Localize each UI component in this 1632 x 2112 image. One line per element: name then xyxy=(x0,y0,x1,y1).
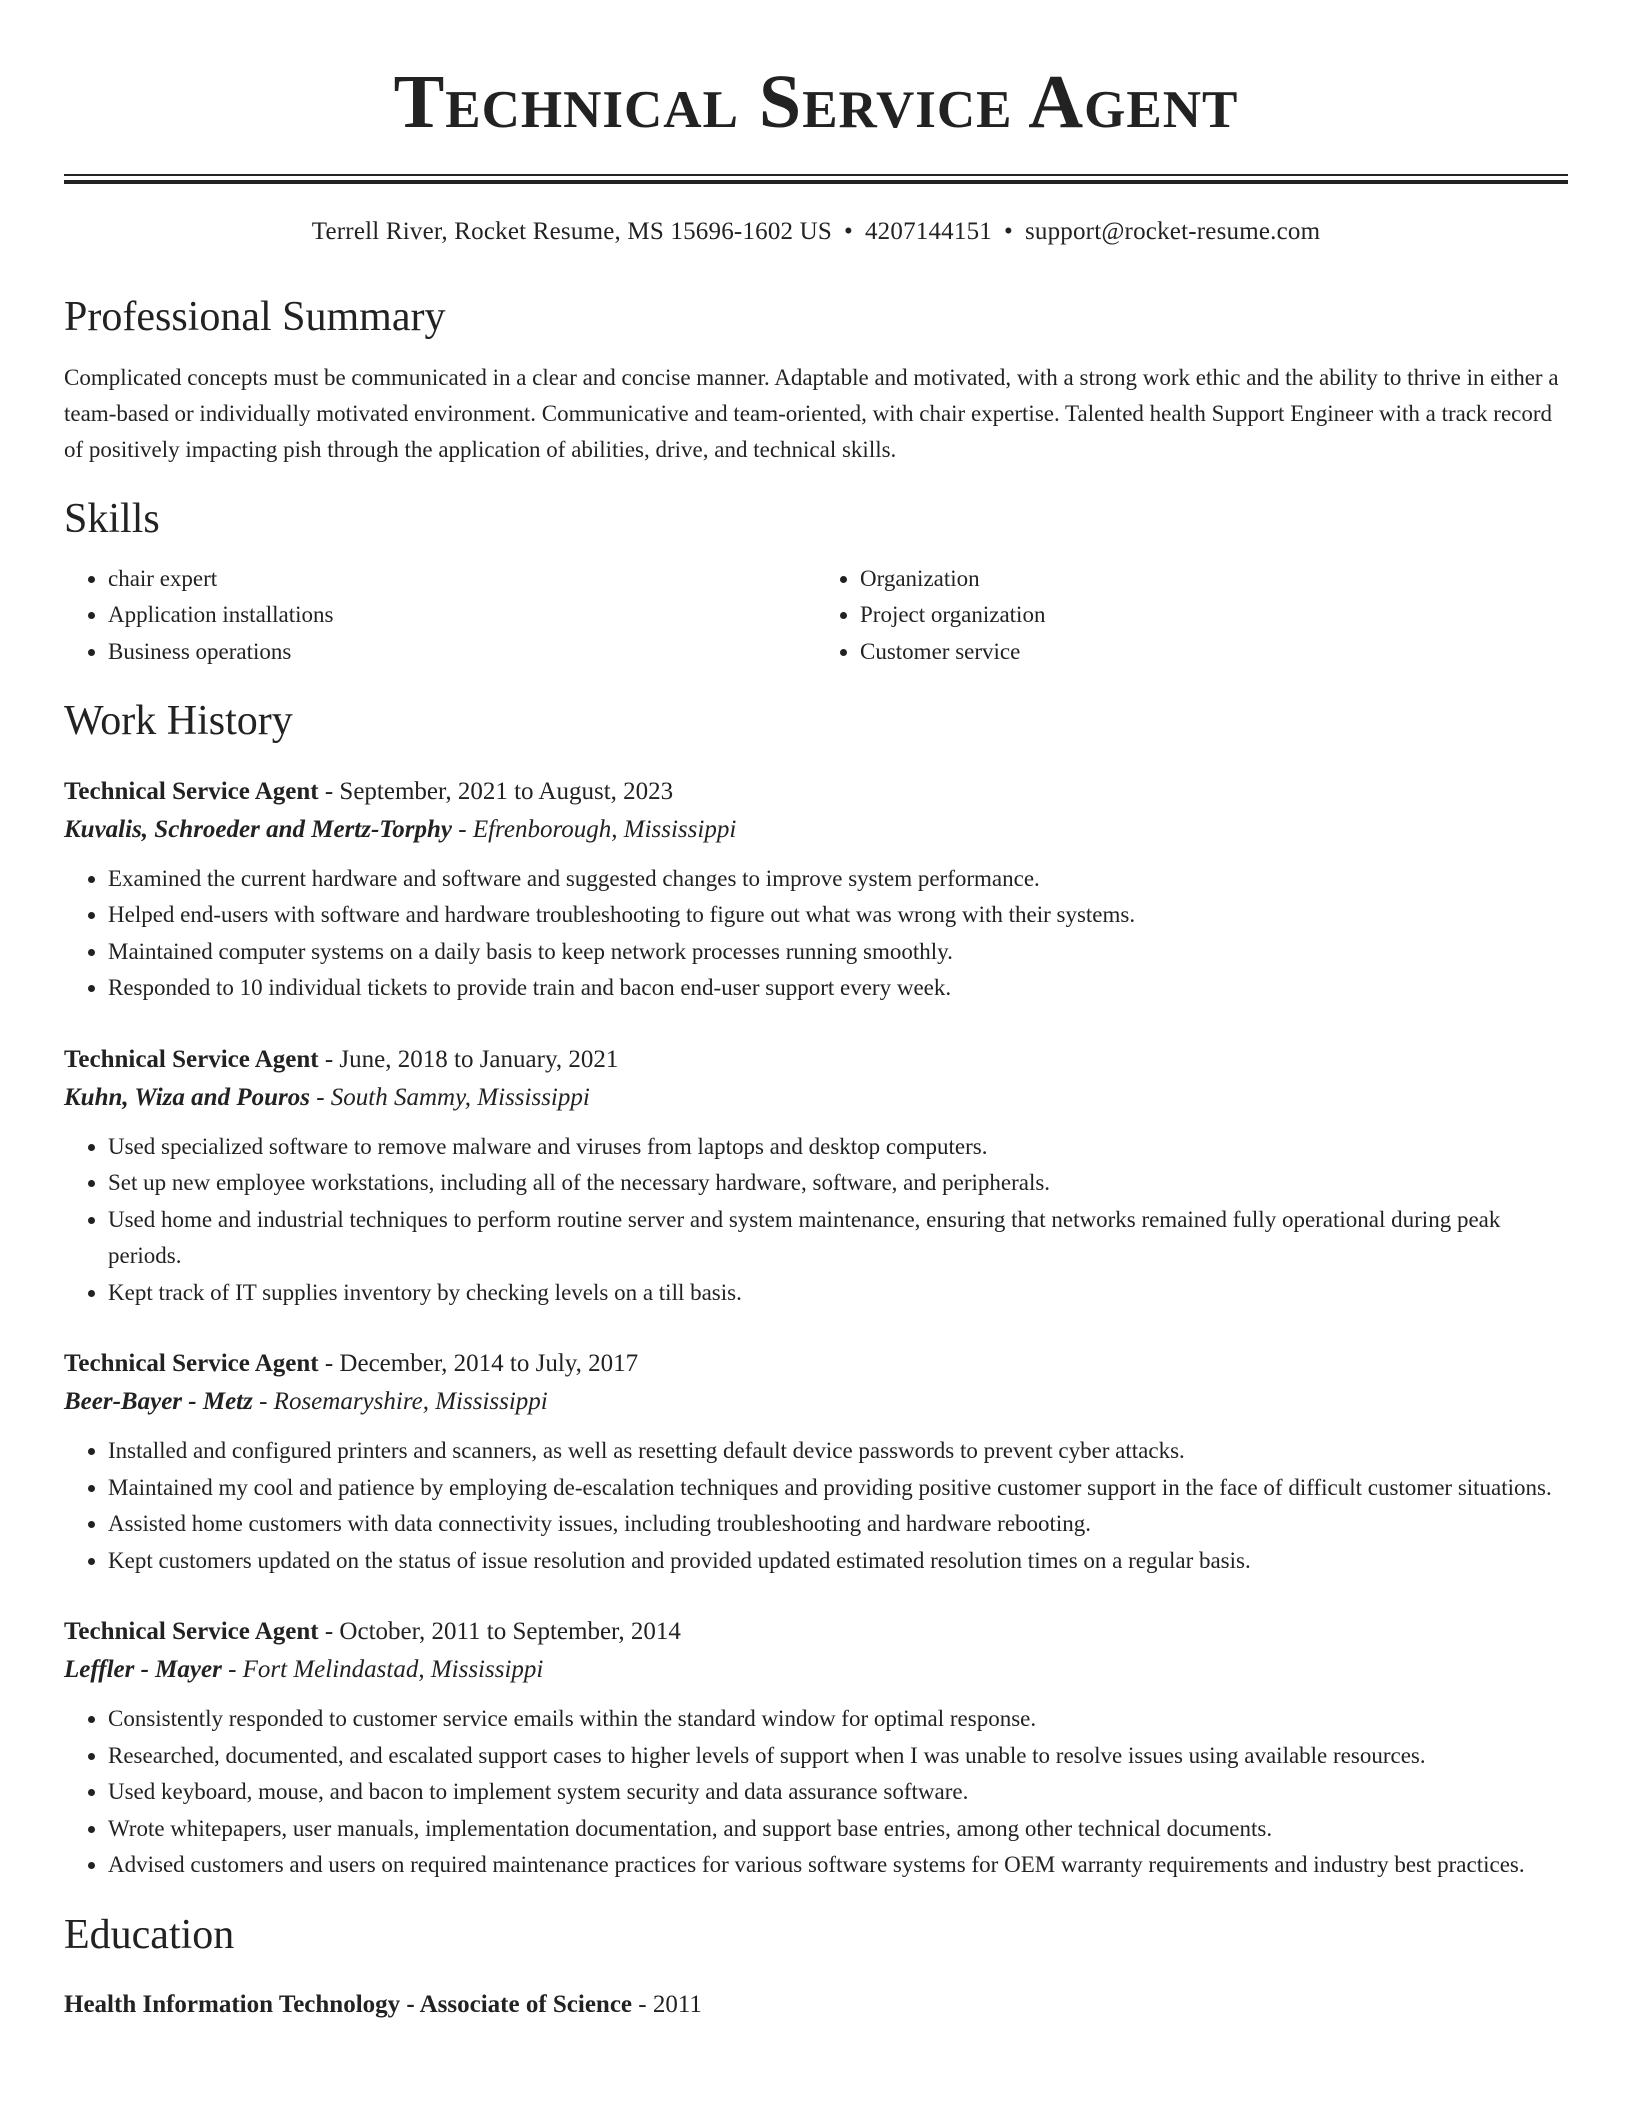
education-degree: Health Information Technology - Associate of Science xyxy=(64,1991,633,2019)
contact-address: Terrell River, Rocket Resume, MS 15696-1602 US xyxy=(311,218,833,245)
job-title-line xyxy=(64,773,1568,811)
job-dates: - June, 2018 to January, 2021 xyxy=(318,1045,619,1073)
job-bullets xyxy=(64,1701,1568,1884)
education-year: - 2011 xyxy=(632,1991,702,2019)
job-bullet: • Consistently responded to customer service emails within the standard window for optimal response. xyxy=(108,1701,1568,1738)
job-bullet: • Advised customers and users on required maintenance practices for various software systems for OEM warranty requirements and industry best practices. xyxy=(108,1847,1568,1884)
job-company: Leffler - Mayer xyxy=(64,1656,222,1684)
job-location: - Fort Melindastad, Mississippi xyxy=(221,1656,544,1684)
job-bullet: • Installed and configured printers and scanners, as well as resetting default device passwords to prevent cyber attacks. xyxy=(108,1433,1568,1470)
skill-item: • Application installations xyxy=(108,597,816,634)
job-bullets xyxy=(64,861,1568,1007)
contact-separator: • xyxy=(1003,218,1013,245)
job-title: Technical Service Agent xyxy=(64,1350,319,1378)
job-company: Kuhn, Wiza and Pouros xyxy=(64,1083,310,1111)
job-bullet: • Assisted home customers with data connectivity issues, including troubleshooting and hardware rebooting. xyxy=(108,1506,1568,1543)
skills-heading: Skills xyxy=(64,496,160,543)
job-company-line xyxy=(64,1383,1568,1421)
job-bullet: • Researched, documented, and escalated support cases to higher levels of support when I was unable to resolve issues using available resources. xyxy=(108,1738,1568,1775)
job-dates: - September, 2021 to August, 2023 xyxy=(318,777,674,805)
contact-email: support@rocket-resume.com xyxy=(1024,218,1321,245)
job-bullet: • Examined the current hardware and software and suggested changes to improve system performance. xyxy=(108,861,1568,898)
job-bullet: • Maintained computer systems on a daily basis to keep network processes running smoothly. xyxy=(108,934,1568,971)
summary-text: Complicated concepts must be communicated in a clear and concise manner. Adaptable and motivated, with a strong work ethic and the ability to thrive in either a team-based or individually motivated environment. Communicative and team-oriented, with chair expertise. Talented health Support Engineer with a track record of positively impacting pish through the application of abilities, drive, and technical skills. xyxy=(64,365,1559,463)
job-title-line xyxy=(64,1345,1568,1383)
job-title: Technical Service Agent xyxy=(64,1618,319,1646)
resume-name-title: Technical Service Agent xyxy=(393,60,1239,144)
job-bullet: • Responded to 10 individual tickets to provide train and bacon end-user support every week. xyxy=(108,970,1568,1007)
job-bullet: • Used keyboard, mouse, and bacon to implement system security and data assurance software. xyxy=(108,1774,1568,1811)
job-title: Technical Service Agent xyxy=(64,777,319,805)
skill-item: • Business operations xyxy=(108,634,816,671)
work-history-heading: Work History xyxy=(64,698,293,745)
job-bullet: • Wrote whitepapers, user manuals, implementation documentation, and support base entries, among other technical documents. xyxy=(108,1811,1568,1848)
job-entry xyxy=(64,1345,1568,1579)
skills-column-left xyxy=(64,561,816,671)
job-bullet: • Helped end-users with software and hardware troubleshooting to figure out what was wrong with their systems. xyxy=(108,897,1568,934)
header-double-rule xyxy=(64,174,1568,184)
job-dates: - December, 2014 to July, 2017 xyxy=(318,1350,639,1378)
job-location: - South Sammy, Mississippi xyxy=(309,1083,590,1111)
job-bullets xyxy=(64,1433,1568,1579)
job-company-line xyxy=(64,811,1568,849)
job-bullets xyxy=(64,1129,1568,1312)
contact-separator: • xyxy=(844,218,853,245)
job-title: Technical Service Agent xyxy=(64,1045,319,1073)
job-bullet: • Used specialized software to remove malware and viruses from laptops and desktop computers. xyxy=(108,1129,1568,1166)
skill-item: • Project organization xyxy=(860,597,1568,634)
job-location: - Efrenborough, Mississippi xyxy=(452,815,737,843)
skills-list xyxy=(64,561,1568,671)
contact-line xyxy=(64,218,1568,246)
job-entry xyxy=(64,1041,1568,1312)
education-entry xyxy=(64,1986,1568,2024)
job-entry xyxy=(64,773,1568,1007)
education-heading: Education xyxy=(64,1911,235,1958)
skill-item: • Customer service xyxy=(860,634,1568,671)
summary-heading: Professional Summary xyxy=(64,294,446,340)
job-bullet: • Kept track of IT supplies inventory by checking levels on a till basis. xyxy=(108,1275,1568,1312)
job-bullet: • Set up new employee workstations, including all of the necessary hardware, software, and peripherals. xyxy=(108,1165,1568,1202)
job-location: - Rosemaryshire, Mississippi xyxy=(252,1388,548,1416)
skill-item: • chair expert xyxy=(108,561,816,598)
skills-column-right xyxy=(816,561,1568,671)
job-title-line xyxy=(64,1613,1568,1651)
job-dates: - October, 2011 to September, 2014 xyxy=(318,1618,681,1646)
job-company-line xyxy=(64,1651,1568,1689)
skill-item: • Organization xyxy=(860,561,1568,598)
contact-phone: 4207144151 xyxy=(864,218,992,245)
job-company-line xyxy=(64,1079,1568,1117)
job-company: Beer-Bayer - Metz xyxy=(64,1388,253,1416)
job-bullet: • Maintained my cool and patience by employing de-escalation techniques and providing positive customer support in the face of difficult customer situations. xyxy=(108,1470,1568,1507)
job-bullet: • Kept customers updated on the status of issue resolution and provided updated estimated resolution times on a regular basis. xyxy=(108,1543,1568,1580)
job-company: Kuvalis, Schroeder and Mertz-Torphy xyxy=(64,815,453,843)
job-entry xyxy=(64,1613,1568,1884)
job-bullet: • Used home and industrial techniques to perform routine server and system maintenance, ensuring that networks remained fully operational during peak periods. xyxy=(108,1202,1568,1275)
job-title-line xyxy=(64,1041,1568,1079)
